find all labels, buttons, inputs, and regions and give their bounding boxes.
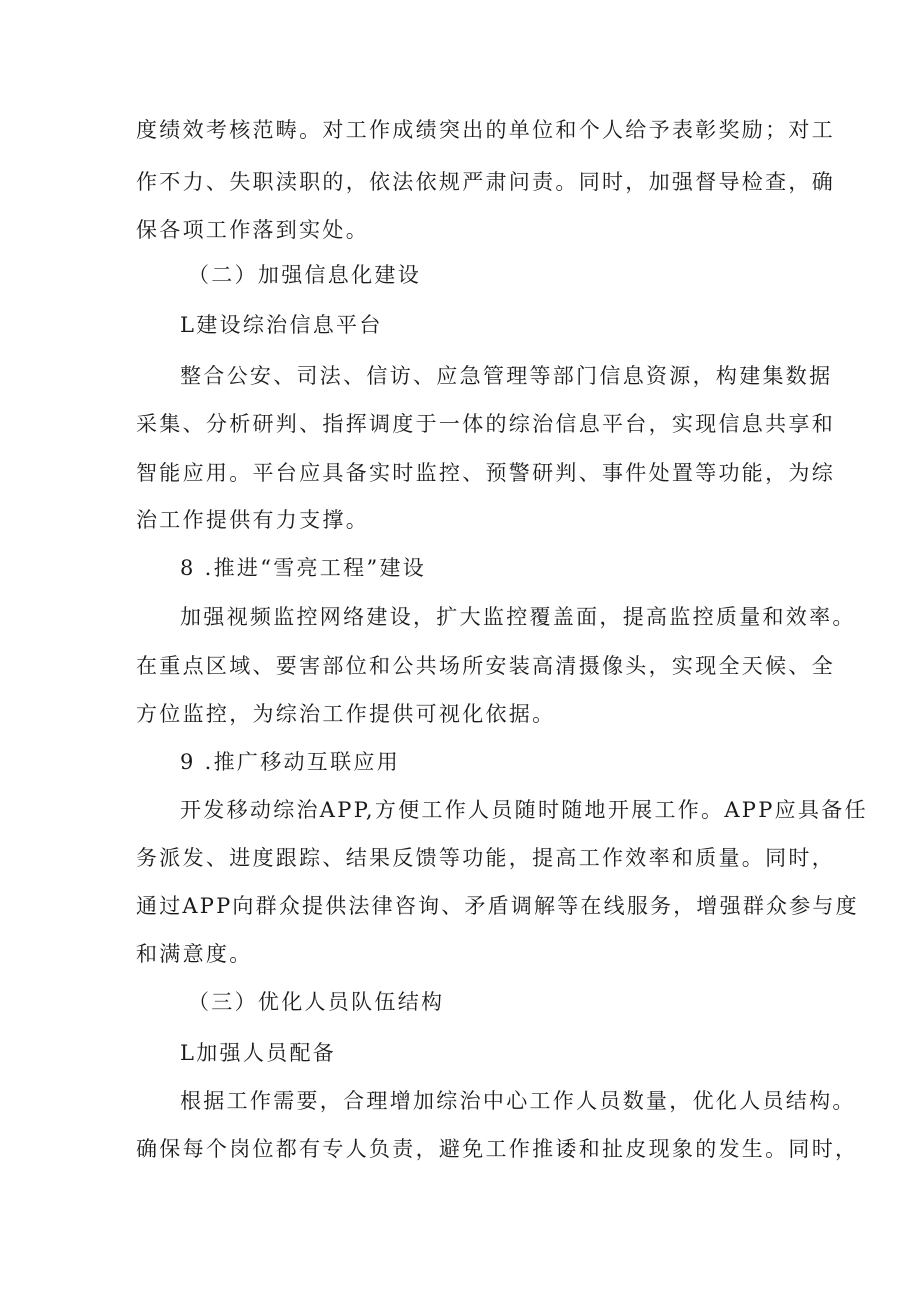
paragraph-line: 度绩效考核范畴。对工作成绩突出的单位和个人给予表彰奖励；对工 bbox=[136, 118, 835, 142]
paragraph-line: 和满意度。 bbox=[136, 942, 253, 966]
paragraph-line: 作不力、失职渎职的，依法依规严肃问责。同时，加强督导检查，确 bbox=[136, 170, 835, 194]
subsection-heading: 8 .推进“雪亮工程”建设 bbox=[180, 556, 427, 580]
paragraph-line: 根据工作需要，合理增加综治中心工作人员数量，优化人员结构。 bbox=[180, 1089, 856, 1113]
paragraph-line: 加强视频监控网络建设，扩大监控覆盖面，提高监控质量和效率。 bbox=[180, 605, 856, 629]
paragraph-line: 确保每个岗位都有专人负责，避免工作推诿和扯皮现象的发生。同时， bbox=[136, 1137, 859, 1161]
subsection-heading: L加强人员配备 bbox=[180, 1041, 337, 1065]
paragraph-line: 保各项工作落到实处。 bbox=[136, 218, 369, 242]
paragraph-line: 方位监控，为综治工作提供可视化依据。 bbox=[136, 702, 556, 726]
paragraph-line: 智能应用。平台应具备实时监控、预警研判、事件处置等功能，为综 bbox=[136, 461, 835, 485]
paragraph-line: 在重点区域、要害部位和公共场所安装高清摄像头，实现全天候、全 bbox=[136, 654, 835, 678]
section-heading: （二）加强信息化建设 bbox=[188, 263, 421, 287]
paragraph-line: 通过APP向群众提供法律咨询、矛盾调解等在线服务，增强群众参与度 bbox=[136, 894, 859, 918]
paragraph-line: 采集、分析研判、指挥调度于一体的综治信息平台，实现信息共享和 bbox=[136, 412, 835, 436]
paragraph-line: 务派发、进度跟踪、结果反馈等功能，提高工作效率和质量。同时， bbox=[136, 846, 835, 870]
paragraph-line: 开发移动综治APP,方便工作人员随时随地开展工作。APP应具备任 bbox=[180, 798, 868, 822]
paragraph-line: 治工作提供有力支撑。 bbox=[136, 508, 369, 532]
subsection-heading: 9 .推广移动互联应用 bbox=[180, 750, 401, 774]
subsection-heading: L建设综治信息平台 bbox=[180, 313, 383, 337]
section-heading: （三）优化人员队伍结构 bbox=[188, 990, 445, 1014]
paragraph-line: 整合公安、司法、信访、应急管理等部门信息资源，构建集数据 bbox=[180, 364, 833, 388]
